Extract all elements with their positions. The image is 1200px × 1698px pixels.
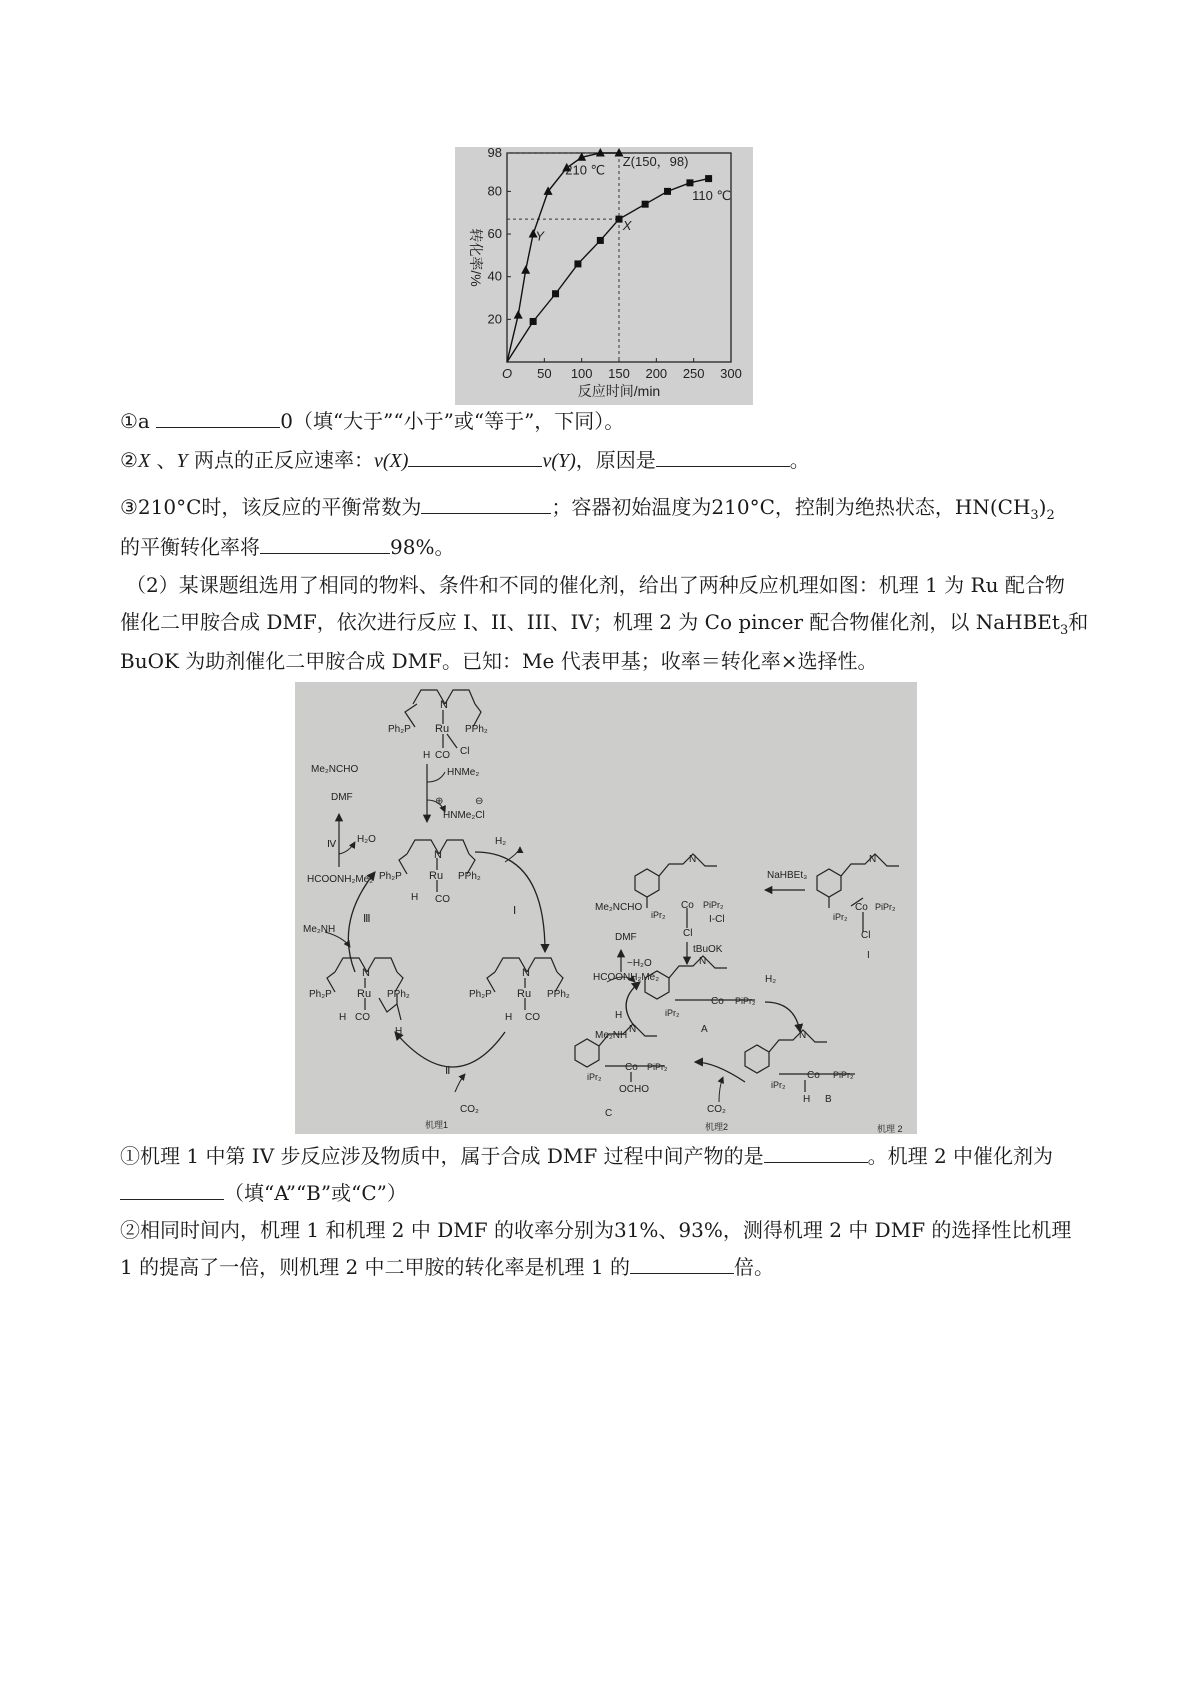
question-4-line-2 — [120, 1179, 407, 1207]
m2-mh2o: −H₂O — [627, 958, 652, 969]
conversion-rate-chart — [455, 147, 753, 405]
ru4-h: H — [505, 1012, 513, 1023]
q5-line2b: 倍。 — [733, 1255, 774, 1279]
ru3-h: H — [339, 1012, 347, 1023]
data-point-triangle — [514, 310, 523, 319]
cc-co: Co — [625, 1062, 638, 1073]
cicl-pipr2: PiPr₂ — [703, 900, 724, 910]
y-tick-label: 60 — [487, 226, 502, 242]
m1-me2nh: Me₂NH — [303, 924, 336, 935]
q3b-suffix: 98%。 — [390, 535, 455, 559]
q2-blank-2[interactable] — [656, 446, 790, 467]
m2-dmf: DMF — [615, 932, 637, 943]
question-5-line-2 — [120, 1253, 774, 1281]
chart-plot-area — [468, 147, 742, 399]
ru2-n: N — [434, 849, 442, 861]
q2-suffix: ，原因是 — [575, 448, 656, 472]
ru1-h: H — [423, 750, 431, 761]
q5-line2a: 1 的提高了一倍，则机理 2 中二甲胺的转化率是机理 1 的 — [120, 1255, 630, 1279]
m2-me2ncho: Me₂NCHO — [595, 902, 643, 913]
q2-v2: v — [542, 450, 552, 472]
q3-close: ) — [1038, 495, 1047, 519]
m2-nahbet3: NaHBEt₃ — [767, 870, 808, 881]
ci-label: I — [867, 950, 870, 961]
ca-pipr2: PiPr₂ — [735, 996, 756, 1006]
ru1-ru: Ru — [435, 723, 450, 735]
series-line-triangle — [507, 153, 619, 362]
cb-h: H — [803, 1094, 811, 1105]
m1-h2o: H₂O — [357, 834, 376, 845]
cicl-label: I-Cl — [709, 914, 725, 925]
ci-cl: Cl — [861, 930, 871, 941]
m1-h2: H₂ — [495, 836, 507, 847]
q2-x-paren: (X) — [382, 450, 409, 472]
part-2-sub3: 3 — [1059, 623, 1069, 638]
data-point-square — [616, 216, 623, 223]
y-tick-label: 98 — [487, 147, 502, 160]
x-tick-label: 200 — [645, 366, 668, 381]
m1-dmf: DMF — [331, 792, 353, 803]
m1-co2: CO₂ — [460, 1104, 479, 1115]
series-label-210: 210 ℃ — [565, 162, 606, 178]
ru3-co: CO — [355, 1012, 370, 1023]
m1-hcoonh: HCOONH₂Me₂ — [307, 874, 374, 885]
x-tick-label: 100 — [570, 366, 593, 381]
q2-y-paren: (Y) — [551, 450, 576, 472]
cc-n: N — [629, 1024, 637, 1035]
mech-2-caption: 机理2 — [705, 1122, 729, 1132]
x-axis-label: 反应时间/min — [577, 383, 661, 399]
m1-hnme2: HNMe₂ — [447, 767, 480, 778]
ca-ipr2: iPr₂ — [665, 1008, 680, 1018]
ru4-pph2: PPh₂ — [547, 989, 570, 1000]
m2-tbuok: tBuOK — [693, 944, 723, 955]
y-tick-label: 40 — [487, 268, 502, 284]
q3-blank-1[interactable] — [421, 493, 551, 514]
series-line-square — [507, 179, 709, 362]
data-point-square — [705, 175, 712, 182]
ci-co: Co — [855, 902, 868, 913]
ru2-h: H — [411, 892, 419, 903]
ru3-h2: H — [395, 1026, 403, 1037]
q2-end: 。 — [789, 448, 810, 472]
ru1-ph2p: Ph₂P — [388, 724, 411, 735]
q2-prefix: ② — [120, 448, 138, 472]
ru1-n: N — [440, 699, 448, 711]
q4-line2: （填“A”“B”或“C”） — [224, 1181, 407, 1205]
data-point-triangle — [596, 148, 605, 157]
q3-prefix: ③210°C时，该反应的平衡常数为 — [120, 495, 422, 519]
ru3-ru: Ru — [357, 988, 372, 1000]
data-point-square — [642, 201, 649, 208]
q1-suffix: 0（填“大于”“小于”或“等于”，下同）。 — [280, 409, 625, 433]
m1-me2ncho: Me₂NCHO — [311, 764, 359, 775]
cicl-n: N — [689, 854, 697, 865]
m2-me2nh: Me₂NH — [595, 1030, 628, 1041]
cb-pipr2: PiPr₂ — [833, 1070, 854, 1080]
mech-1-caption: 机理1 — [425, 1120, 449, 1130]
q4-blank-2[interactable] — [120, 1179, 224, 1200]
part-2-line-2 — [120, 608, 1088, 645]
q1-blank[interactable] — [156, 407, 280, 428]
q5-blank[interactable] — [630, 1253, 734, 1274]
part-2-line-2a: 催化二甲胺合成 DMF，依次进行反应 I、II、III、IV；机理 2 为 Co pincer 配合物催化剂，以 NaHBEt — [120, 610, 1060, 634]
x-tick-label: O — [501, 366, 513, 381]
q3-sub2: 2 — [1046, 508, 1055, 523]
ci-n: N — [869, 854, 877, 865]
point-y-label: Y — [535, 228, 545, 244]
cc-label: C — [605, 1108, 613, 1119]
question-2 — [120, 446, 810, 475]
data-point-square — [574, 260, 581, 267]
q3-formula: HN(CH — [954, 495, 1031, 519]
q4-line1b: 。机理 2 中催化剂为 — [867, 1144, 1054, 1168]
q2-sep: 、 — [150, 448, 177, 472]
cicl-co: Co — [681, 900, 694, 911]
question-3 — [120, 493, 1055, 530]
q3b-prefix: 的平衡转化率将 — [120, 535, 260, 559]
data-point-square — [552, 290, 559, 297]
m1-hnme2cl: HNMe₂Cl — [443, 810, 485, 821]
q2-v1: v — [374, 450, 383, 472]
ru1-pph2: PPh₂ — [465, 724, 488, 735]
ru3-n: N — [362, 967, 370, 979]
q3-mid: ；容器初始温度为210°C，控制为绝热状态， — [551, 495, 955, 519]
q3-sub3: 3 — [1030, 508, 1039, 523]
q2-blank-1[interactable] — [408, 446, 542, 467]
y-tick-label: 80 — [487, 183, 502, 199]
cc-ocho: OCHO — [619, 1084, 649, 1095]
q2-var-y: Y — [176, 450, 188, 472]
cc-ipr2: iPr₂ — [587, 1072, 602, 1082]
q1-prefix: ①a — [120, 409, 157, 433]
ru2-co: CO — [435, 894, 450, 905]
ru-complex-center — [399, 840, 475, 892]
point-x-label: X — [622, 217, 632, 233]
x-tick-label: 300 — [720, 366, 742, 381]
cb-label: B — [825, 1094, 832, 1105]
y-tick-label: 20 — [487, 311, 502, 327]
ru2-pph2: PPh₂ — [458, 871, 481, 882]
x-tick-label: 50 — [537, 366, 552, 381]
ru3-ph2p: Ph₂P — [309, 989, 332, 1000]
data-point-square — [597, 237, 604, 244]
data-point-square — [686, 179, 693, 186]
cb-co: Co — [807, 1070, 820, 1081]
m2-co2: CO₂ — [707, 1104, 726, 1115]
ca-label: A — [701, 1024, 708, 1035]
ru2-ru: Ru — [429, 870, 444, 882]
ca-n: N — [699, 956, 707, 967]
co-complex-icl — [635, 854, 717, 928]
q4-line1a: ①机理 1 中第 IV 步反应涉及物质中，属于合成 DMF 过程中间产物的是 — [120, 1144, 764, 1168]
m1-step-iii: Ⅲ — [363, 913, 371, 925]
ci-pipr2: PiPr₂ — [875, 902, 896, 912]
q2-var-x: X — [137, 450, 151, 472]
x-tick-label: 250 — [682, 366, 705, 381]
q2-mid: 两点的正反应速率： — [187, 448, 374, 472]
mech-2-caption-corner: 机理 2 — [877, 1124, 903, 1134]
question-4-line-1 — [120, 1142, 1053, 1170]
question-1 — [120, 407, 624, 435]
m2-h2: H₂ — [765, 974, 777, 985]
ru1-cl: Cl — [460, 746, 470, 757]
ru4-ph2p: Ph₂P — [469, 989, 492, 1000]
data-point-triangle — [521, 265, 530, 274]
data-point-square — [530, 318, 537, 325]
m1-step-ii: Ⅱ — [445, 1065, 451, 1077]
ru4-co: CO — [525, 1012, 540, 1023]
data-point-square — [664, 188, 671, 195]
mechanism-diagram — [295, 682, 917, 1134]
question-3b — [120, 533, 454, 561]
cc-pipr2: PiPr₂ — [647, 1062, 668, 1072]
m1-iv: Ⅳ — [327, 839, 337, 850]
part-2-line-1: （2）某课题组选用了相同的物料、条件和不同的催化剂，给出了两种反应机理如图：机理 1 为 Ru 配合物 — [126, 573, 1065, 597]
x-tick-label: 150 — [608, 366, 630, 381]
m1-minus: ⊖ — [475, 796, 484, 807]
m1-plus: ⊕ — [435, 796, 444, 807]
part-2-line-3: BuOK 为助剂催化二甲胺合成 DMF。已知：Me 代表甲基；收率＝转化率×选择性。 — [120, 649, 878, 673]
cb-ipr2: iPr₂ — [771, 1080, 786, 1090]
ca-co: Co — [711, 996, 724, 1007]
m1-step-i: Ⅰ — [513, 905, 517, 917]
q3b-blank[interactable] — [260, 533, 390, 554]
point-z-label: Z(150，98) — [622, 153, 689, 169]
series-label-110: 110 ℃ — [692, 187, 732, 203]
question-5-line-1: ②相同时间内，机理 1 和机理 2 中 DMF 的收率分别为31%、93%，测得机理 2 中 DMF 的选择性比机理 — [120, 1218, 1072, 1242]
co-complex-i — [817, 854, 899, 932]
ru4-ru: Ru — [517, 988, 532, 1000]
part-2-line-2b: 和 — [1068, 610, 1089, 634]
cc-h: H — [615, 1010, 623, 1021]
ci-ipr2: iPr₂ — [833, 912, 848, 922]
cicl-ipr2: iPr₂ — [651, 910, 666, 920]
m2-hcoonh: HCOONH₂Me₂ — [593, 972, 660, 983]
ru-complex-hydride — [487, 958, 563, 1010]
y-axis-label: 转化率/% — [468, 228, 484, 287]
ru2-ph2p: Ph₂P — [379, 871, 402, 882]
cicl-cl: Cl — [683, 928, 693, 939]
q4-blank-1[interactable] — [764, 1142, 868, 1163]
ru1-co: CO — [435, 750, 450, 761]
cb-n: N — [799, 1030, 807, 1041]
ru3-pph2: PPh₂ — [387, 989, 410, 1000]
ru4-n: N — [522, 967, 530, 979]
